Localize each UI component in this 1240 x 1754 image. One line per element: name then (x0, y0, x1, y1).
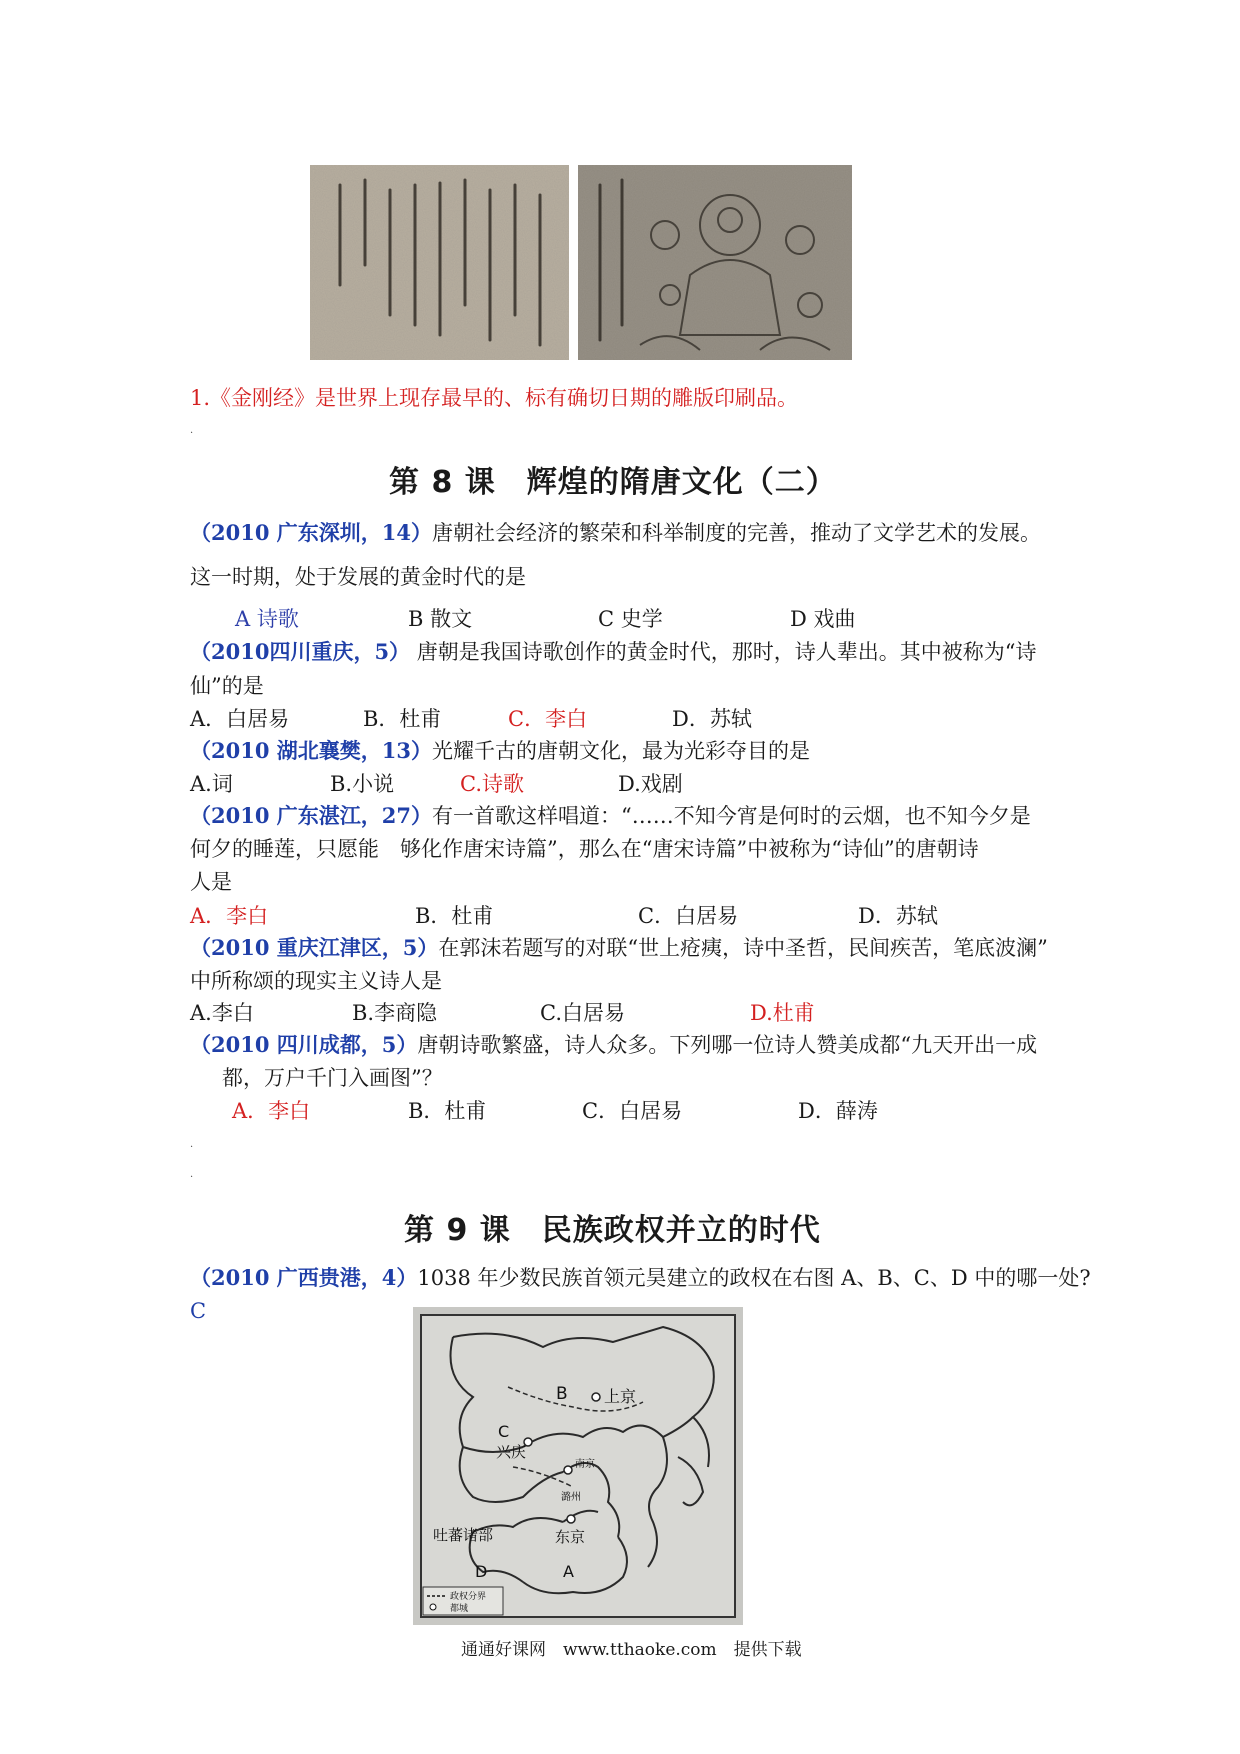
question-text: 人是 (190, 870, 232, 894)
svg-text:都城: 都城 (450, 1604, 469, 1614)
song-liao-xia-map (413, 1307, 743, 1625)
question-text: 仙”的是 (190, 674, 264, 698)
question-text: （2010 广东湛江，27）有一首歌这样唱道：“……不知今宵是何时的云烟，也不知今夕是 (190, 803, 1031, 828)
option-a: A．白居易 (190, 707, 290, 731)
option-b: B.李商隐 (352, 1001, 438, 1025)
option-a: A．李白 (232, 1099, 311, 1123)
map-label-shangjing: 上京 (604, 1387, 637, 1406)
question-source: （2010 广西贵港，4） (190, 1265, 418, 1290)
option-b: B．杜甫 (415, 904, 494, 928)
question-text: （2010四川重庆，5） 唐朝是我国诗歌创作的黄金时代，那时，诗人辈出。其中被称为“诗 (190, 639, 1037, 664)
option-a: A.李白 (190, 1001, 254, 1025)
question-source: （2010 重庆江津区，5） (190, 935, 439, 960)
question-text: （2010 重庆江津区，5）在郭沫若题写的对联“世上疮痍，诗中圣哲，民间疾苦，笔底波澜” (190, 935, 1048, 960)
option-c: C．李白 (508, 707, 588, 731)
option-d: D．苏轼 (858, 904, 938, 928)
spacer-dot: · (190, 1172, 194, 1183)
option-c: C．白居易 (582, 1099, 683, 1123)
map-label-b: B (556, 1384, 568, 1404)
question-text: （2010 广东深圳，14）唐朝社会经济的繁荣和科举制度的完善，推动了文学艺术的发展。 (190, 520, 1041, 545)
question-text: （2010 四川成都，5）唐朝诗歌繁盛，诗人众多。下列哪一位诗人赞美成都“九天开出一成 (190, 1032, 1038, 1057)
option-c: C.诗歌 (460, 772, 524, 796)
option-d: D．苏轼 (672, 707, 752, 731)
svg-text:政权分界: 政权分界 (450, 1592, 487, 1602)
page-footer: 通通好课网 www.tthaoke.com 提供下载 (461, 1640, 802, 1660)
option-b: B.小说 (330, 772, 395, 796)
question-text: 这一时期，处于发展的黄金时代的是 (190, 565, 526, 589)
option-d: D.杜甫 (750, 1001, 815, 1025)
map-label-tubo: 吐蕃诸部 (433, 1526, 494, 1544)
map-label-c: C (498, 1422, 510, 1441)
lesson-8-title: 第 8 课 辉煌的隋唐文化（二） (389, 465, 837, 500)
question-source: （2010 湖北襄樊，13） (190, 738, 432, 763)
answer: C (190, 1299, 207, 1323)
option-a: A.词 (190, 772, 233, 796)
question-text: 何夕的睡莲，只愿能 够化作唐宋诗篇”，那么在“唐宋诗篇”中被称为“诗仙”的唐朝诗 (190, 837, 979, 861)
diamond-sutra-photo (310, 165, 852, 360)
option-a: A 诗歌 (235, 607, 299, 631)
map-label-nanjing: 南京 (575, 1459, 595, 1470)
map-label-a: A (563, 1562, 574, 1581)
option-c: C．白居易 (638, 904, 739, 928)
option-a: A．李白 (190, 904, 269, 928)
question-text: 都，万户千门入画图”？ (222, 1066, 443, 1090)
option-d: D．薛涛 (798, 1099, 878, 1123)
question-source: （2010 广东湛江，27） (190, 803, 432, 828)
option-b: B．杜甫 (363, 707, 442, 731)
question-text: （2010 广西贵港，4）1038 年少数民族首领元昊建立的政权在右图 A、B、C、D 中的哪一处? (190, 1265, 1091, 1290)
photo-caption: 1.《金刚经》是世界上现存最早的、标有确切日期的雕版印刷品。 (190, 386, 799, 410)
question-source: （2010四川重庆，5） (190, 639, 411, 664)
option-d: D.戏剧 (618, 772, 683, 796)
option-d: D 戏曲 (790, 607, 856, 631)
map-label-xingqing: 兴庆 (496, 1443, 527, 1461)
spacer-dot: · (190, 428, 194, 439)
map-legend (423, 1587, 503, 1615)
question-source: （2010 广东深圳，14） (190, 520, 432, 545)
question-source: （2010 四川成都，5） (190, 1032, 418, 1057)
lesson-9-title: 第 9 课 民族政权并立的时代 (404, 1213, 821, 1248)
option-b: B 散文 (408, 607, 473, 631)
option-b: B．杜甫 (408, 1099, 487, 1123)
question-text: （2010 湖北襄樊，13）光耀千古的唐朝文化，最为光彩夺目的是 (190, 738, 810, 763)
map-label-d: D (475, 1562, 488, 1581)
option-c: C.白居易 (540, 1001, 625, 1025)
map-label-huaizhou: 潞州 (561, 1492, 581, 1503)
spacer-dot: · (190, 1142, 194, 1153)
question-text: 中所称颂的现实主义诗人是 (190, 969, 442, 993)
map-label-dongjing: 东京 (555, 1528, 586, 1546)
option-c: C 史学 (598, 607, 663, 631)
